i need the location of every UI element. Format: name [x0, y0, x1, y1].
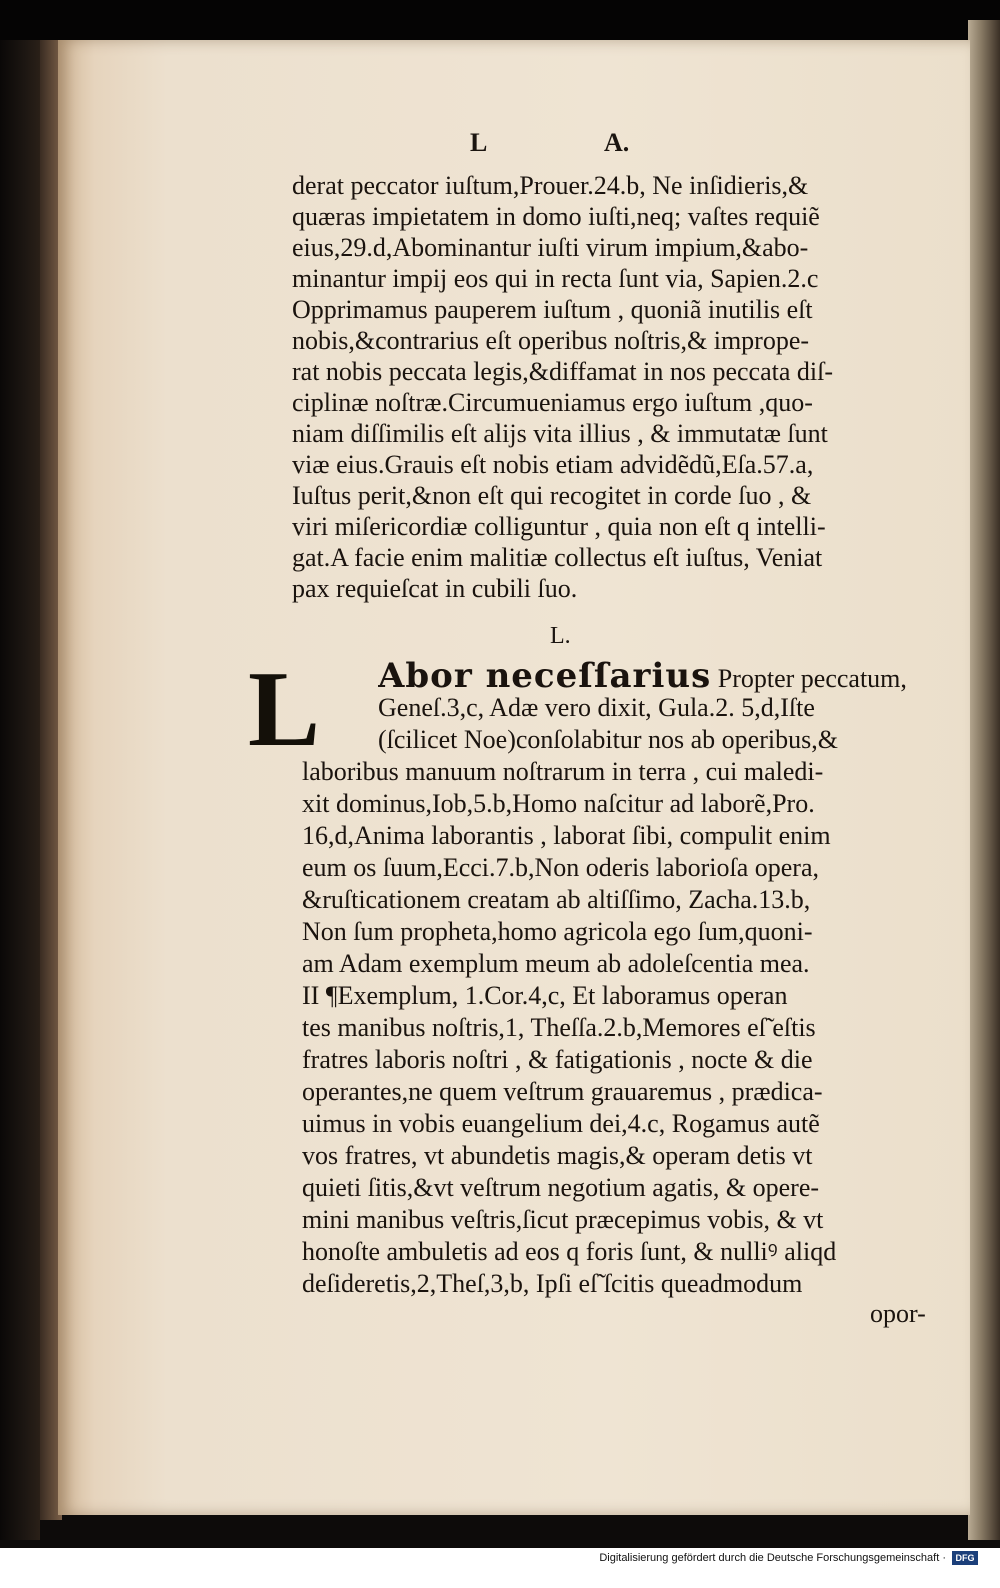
text-line: (ſcilicet Noe)conſolabitur nos ab operibus,&: [378, 725, 838, 754]
text-line: rat nobis peccata legis,&diffamat in nos peccata diſ-: [292, 357, 833, 386]
text-line: tes manibus noſtris,1, Theſſa.2.b,Memores eſ̃ eſtis: [302, 1013, 816, 1042]
text-line: Iuſtus perit,&non eſt qui recogitet in corde ſuo , &: [292, 481, 812, 510]
text-line: Non ſum propheta,homo agricola ego ſum,quoni-: [302, 917, 813, 946]
text-line: am Adam exemplum meum ab adoleſcentia mea.: [302, 949, 810, 978]
text-line: eius,29.d,Abominantur iuſti virum impium,&abo-: [292, 233, 809, 262]
text-line: Opprimamus pauperem iuſtum , quoniã inutilis eſt: [292, 295, 813, 324]
text-line: vos fratres, vt abundetis magis,& operam detis vt: [302, 1141, 813, 1170]
text-line: &ruſticationem creatam ab altiſſimo, Zacha.13.b,: [302, 885, 811, 914]
funding-credit: Digitalisierung gefördert durch die Deutsche Forschungsgemeinschaft ·: [599, 1552, 946, 1564]
text-line: honoſte ambuletis ad eos q foris ſunt, & nulliꝰ aliqd: [302, 1237, 837, 1266]
text-line: nobis,&contrarius eſt operibus noſtris,& imprope-: [292, 326, 810, 355]
text-line: deſideretis,2,Theſ,3,b, Ipſi eſ̃ ſcitis queadmodum: [302, 1269, 803, 1298]
text-line: mini manibus veſtris,ſicut præcepimus vobis, & vt: [302, 1205, 824, 1234]
text-line: ciplinæ noſtræ.Circumueniamus ergo iuſtum ,quo-: [292, 388, 813, 417]
heading-rest: Propter peccatum,: [711, 664, 907, 693]
text-line: fratres laboris noſtri , & fatigationis , nocte & die: [302, 1045, 813, 1074]
text-line: viri miſericordiæ colliguntur , quia non eſt q intelli-: [292, 512, 826, 541]
header-left: L: [470, 128, 488, 157]
text-line: pax requieſcat in cubili ſuo.: [292, 574, 578, 603]
catchword: opor-: [870, 1299, 926, 1328]
text-line: quieti ſitis,&vt veſtrum negotium agatis, & opere-: [302, 1173, 820, 1202]
decorative-initial: L: [248, 650, 321, 769]
text-line: minantur impij eos qui in recta ſunt via, Sapien.2.c: [292, 264, 819, 293]
heading-word: Abor neceſſarius: [378, 660, 712, 695]
header-right: A.: [604, 128, 630, 157]
text-line: Geneſ.3,c, Adæ vero dixit, Gula.2. 5,d,Iſte: [378, 693, 815, 722]
text-line: 16,d,Anima laborantis , laborat ſibi, compulit enim: [302, 821, 831, 850]
scan-left-border: [0, 40, 40, 1540]
text-line: laboribus manuum noſtrarum in terra , cui maledi-: [302, 757, 824, 786]
dfg-logo: DFG: [952, 1551, 978, 1565]
text-line: operantes,ne quem veſtrum grauaremus , prædica-: [302, 1077, 823, 1106]
text-line: uimus in vobis euangelium dei,4.c, Rogamus autẽ: [302, 1109, 820, 1138]
text-line: viæ eius.Grauis eſt nobis etiam advidẽdũ,Eſa.57.a,: [292, 450, 814, 479]
scan-top-border: [0, 0, 1000, 40]
text-line: xit dominus,Iob,5.b,Homo naſcitur ad laborẽ,Pro.: [302, 789, 815, 818]
book-page-edges: [968, 20, 1000, 1540]
section-heading: [378, 660, 948, 695]
text-line: eum os ſuum,Ecci.7.b,Non oderis laborioſa opera,: [302, 853, 819, 882]
text-line: II ¶Exemplum, 1.Cor.4,c, Et laboramus operan: [302, 981, 788, 1010]
section-mark: L.: [550, 623, 571, 649]
text-line: niam diſſimilis eſt alijs vita illius , & immutatæ ſunt: [292, 419, 828, 448]
text-line: gat.A facie enim malitiæ collectus eſt iuſtus, Veniat: [292, 543, 823, 572]
text-line: quæras impietatem in domo iuſti,neq; vaſtes requiẽ: [292, 202, 820, 231]
text-line: derat peccator iuſtum,Prouer.24.b, Ne inſidieris,&: [292, 171, 809, 200]
